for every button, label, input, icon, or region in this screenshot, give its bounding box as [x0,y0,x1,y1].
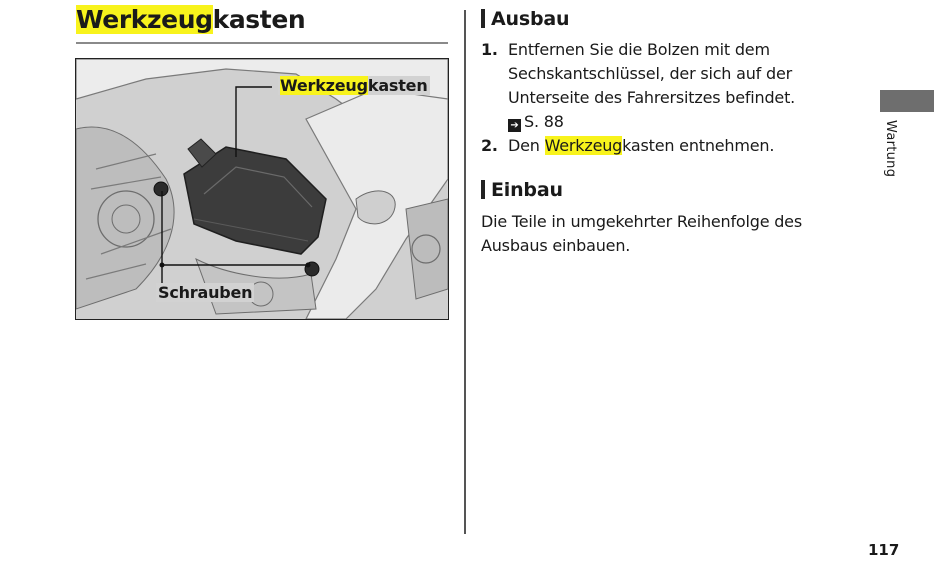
chapter-label: Wartung [883,120,898,178]
step-number: 1. [481,40,498,59]
chapter-tab [880,90,934,112]
title-divider [76,42,448,44]
reference-arrow-icon: ➔ [508,119,521,132]
step-item [481,38,841,134]
title-rest: kasten [212,5,306,34]
step-text [508,38,841,134]
title-highlight: Werkzeug [76,5,213,34]
heading-text: Einbau [491,179,563,201]
column-divider [464,10,466,534]
step-text [508,134,841,158]
step-suffix: kasten entnehmen. [622,136,775,155]
step-body: Entfernen Sie die Bolzen mit dem Sechskantschlüssel, der sich auf der Unterseite des Fahrersitzes befindet. [508,40,796,107]
section-heading-einbau [481,178,563,202]
step-item [481,134,841,158]
removal-steps [481,38,841,158]
page-title [76,5,305,34]
page-reference-link[interactable] [508,112,564,131]
toolbox-figure [75,58,449,320]
callout-highlight: Werkzeug [280,76,368,95]
page-reference: S. 88 [524,112,564,131]
heading-bar-icon [481,9,485,28]
heading-text: Ausbau [491,8,570,30]
toolbox-callout [278,76,430,95]
callout-rest: kasten [367,76,428,95]
installation-text: Die Teile in umgekehrter Reihenfolge des Ausbaus einbauen. [481,212,802,255]
section-heading-ausbau [481,7,569,31]
screws-callout: Schrauben [158,283,253,302]
toolbox-illustration [76,59,448,319]
page-number: 117 [868,541,900,559]
step-highlight: Werkzeug [544,136,623,155]
heading-bar-icon [481,180,485,199]
step-prefix: Den [508,136,545,155]
step-number: 2. [481,136,498,155]
